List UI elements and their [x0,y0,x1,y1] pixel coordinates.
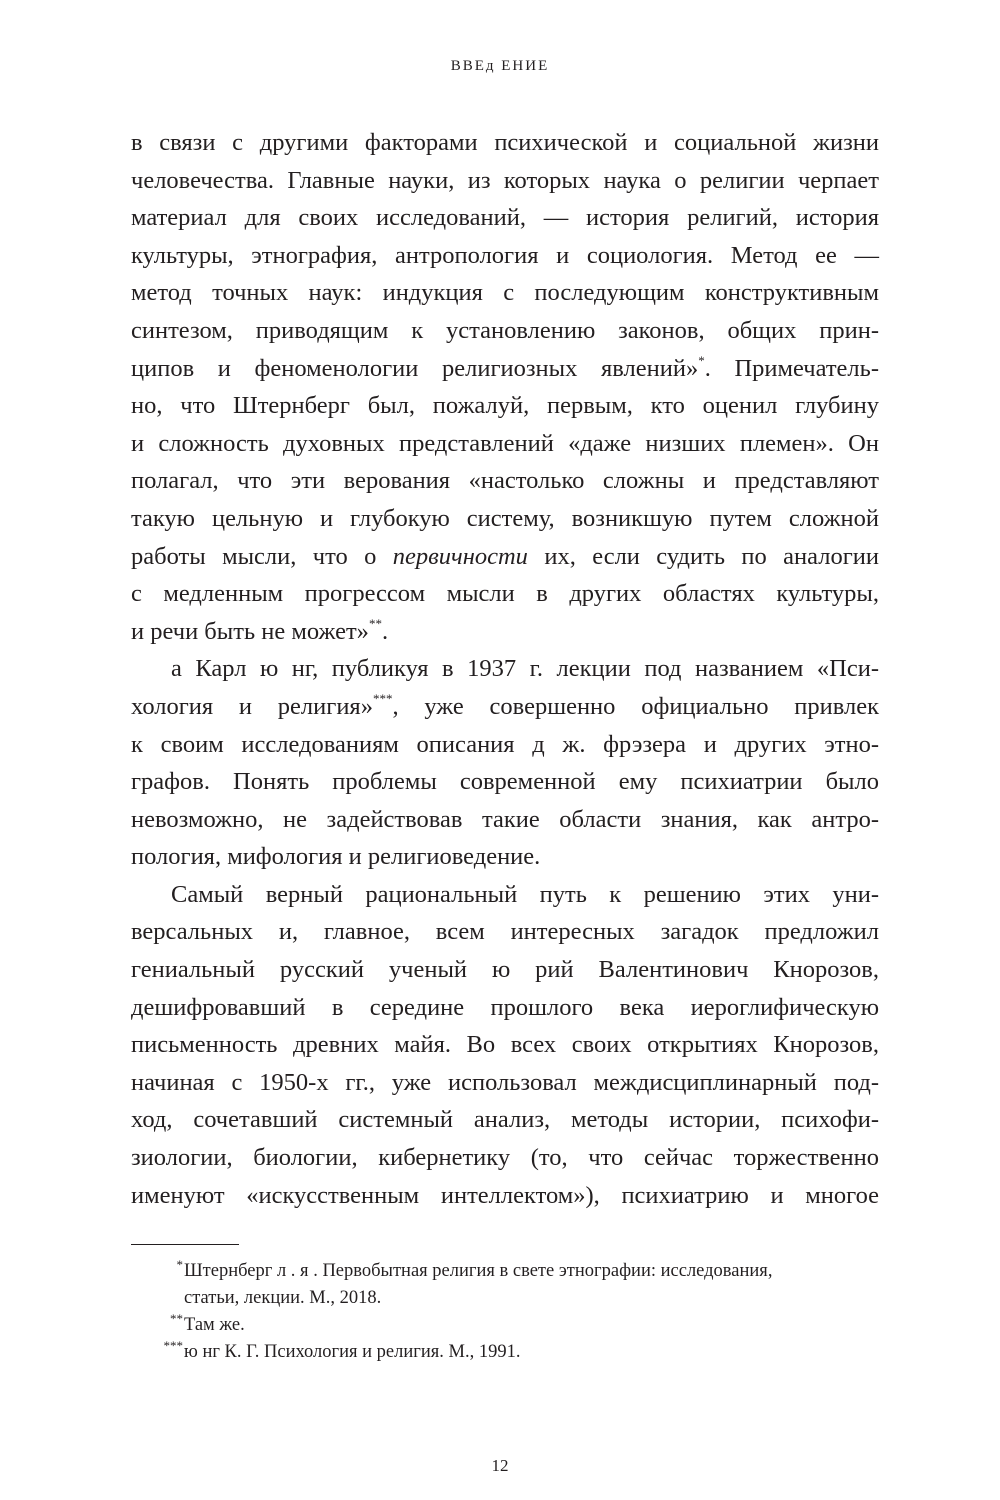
footnote-mark: ** [170,1311,183,1326]
text-line: синтезом, приводящим к установлению законов, общих прин- [131,316,879,344]
text-line [131,688,879,726]
footnote-mark: *** [163,1338,183,1353]
text-line: зиологии, биологии, кибернетику (то, что сейчас торжественно [131,1144,879,1172]
text-line: а Карл ю нг, публикуя в 1937 г. лекции под названием «Пси- [171,655,879,683]
page-number: 12 [491,1456,509,1475]
text-line: материал для своих исследований, — история религий, история [131,204,879,232]
footnote [131,1312,879,1339]
text-line: но, что Штернберг был, пожалуй, первым, кто оценил глубину [131,392,879,420]
footnote-reference: ** [368,615,382,631]
footnote-text: Штернберг л . я . Первобытная религия в свете этнографии: исследования, [184,1261,773,1281]
text-line: с медленным прогрессом мысли в других областях культуры, [131,580,879,608]
text-line: ход, сочетавший системный анализ, методы истории, психофи- [131,1106,879,1134]
footnote [131,1285,879,1312]
text-line [131,350,879,388]
text-line: культуры, этнография, антропология и социология. Метод ее — [131,241,879,269]
text-line: начиная с 1950-х гг., уже использовал междисциплинарный под- [131,1068,879,1096]
text-segment: хология и религия» [131,692,373,720]
text-line: и сложность духовных представлений «даже низших племен». Он [131,429,879,457]
text-line: версальных и, главное, всем интересных загадок предложил [131,918,879,946]
body-text [131,124,879,1214]
text-segment: работы мысли, что о [131,542,393,570]
text-line: метод точных наук: индукция с последующим конструктивным [131,279,879,307]
text-line: гениальный русский ученый ю рий Валентинович Кнорозов, [131,956,879,984]
footnote-reference: *** [372,690,393,706]
text-segment: . Примечатель- [704,354,879,382]
text-line: письменность древних майя. Во всех своих открытиях Кнорозов, [131,1031,879,1059]
text-line: пология, мифология и религиоведение. [131,843,541,871]
text-line: невозможно, не задействовав такие области знания, как антро- [131,805,879,833]
text-line: дешифровавший в середине прошлого века иероглифическую [131,993,879,1021]
text-segment: их, если судить по аналогии [527,542,879,570]
emphasis-text: первичности [392,542,528,570]
footnote-mark: * [176,1257,183,1272]
text-line [131,538,879,576]
footnotes [131,1258,879,1366]
text-line: графов. Понять проблемы современной ему психиатрии было [131,768,879,796]
footnote [131,1258,879,1285]
footnote [131,1339,879,1366]
text-line: полагал, что эти верования «настолько сложны и представляют [131,467,879,495]
text-line: человечества. Главные науки, из которых наука о религии черпает [131,166,879,194]
text-line [131,613,879,651]
text-line: такую цельную и глубокую систему, возникшую путем сложной [131,504,879,532]
text-line: именуют «искусственным интеллектом»), психиатрию и многое [131,1181,879,1209]
footnote-divider [131,1244,239,1245]
footnote-text: ю нг К. Г. Психология и религия. М., 1991. [184,1342,521,1362]
footnote-text: статьи, лекции. М., 2018. [184,1288,382,1308]
text-segment: и речи быть не может» [131,617,369,645]
text-segment: , уже совершенно официально привлек [392,692,879,720]
text-segment: . [381,617,389,645]
footnote-text: Там же. [184,1315,245,1335]
footnote-reference: * [698,352,705,368]
text-line: к своим исследованиям описания д ж. фрэзера и других этно- [131,730,879,758]
text-segment: ципов и феноменологии религиозных явлений» [131,354,699,382]
text-line: в связи с другими факторами психической и социальной жизни [131,129,879,156]
text-line: Самый верный рациональный путь к решению этих уни- [171,880,879,908]
running-head: ВВЕд ЕНИЕ [450,58,550,74]
